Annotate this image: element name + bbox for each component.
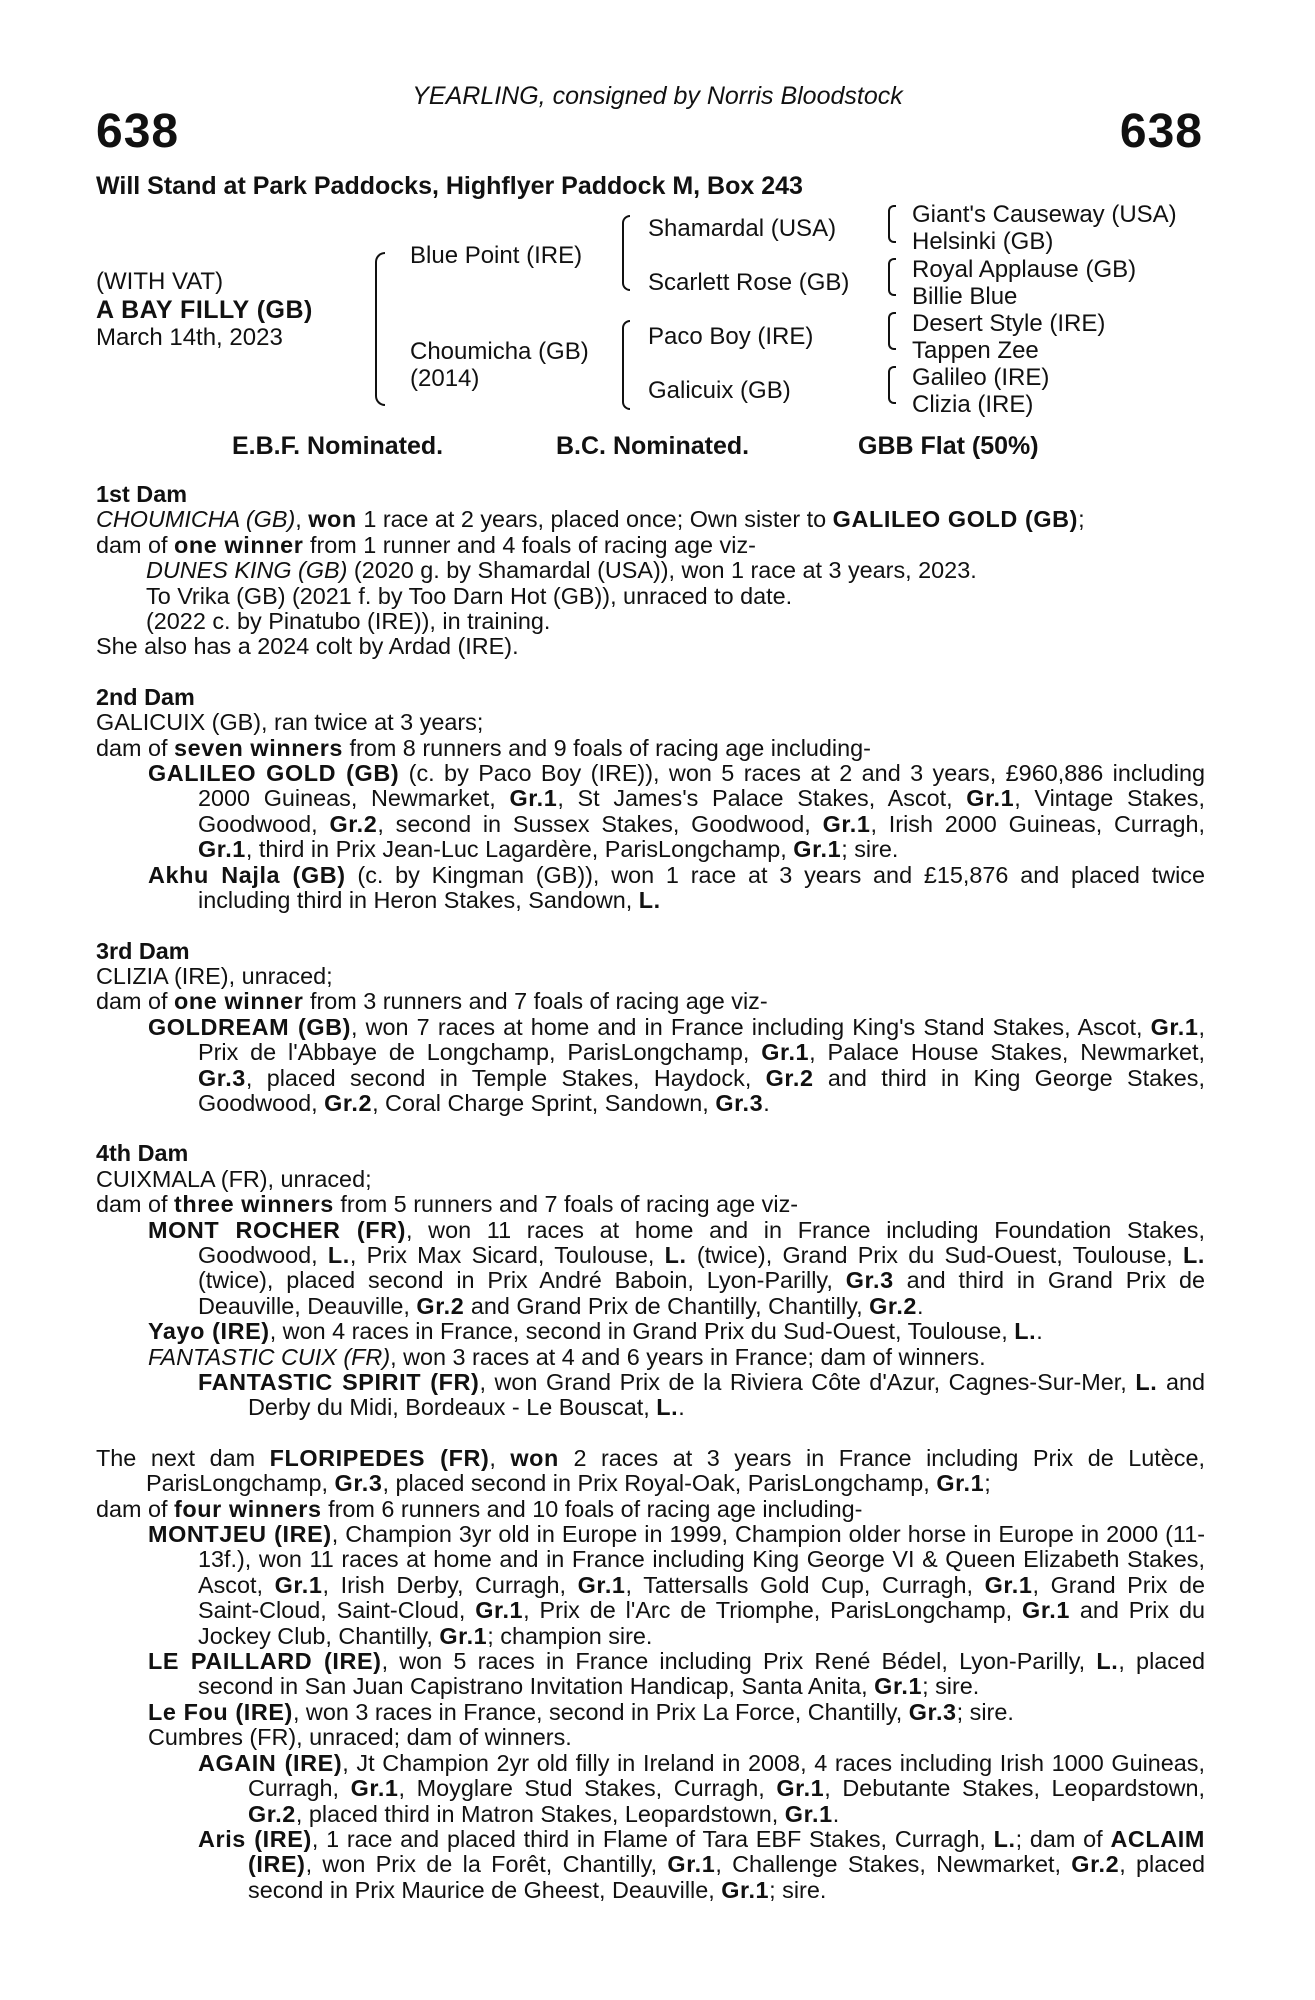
produce-entry: (2022 c. by Pinatubo (IRE)), in training.	[146, 608, 551, 635]
section-heading: 4th Dam	[96, 1140, 189, 1167]
second-dam-section: 2nd Dam GALICUIX (GB), ran twice at 3 years; dam of seven winners from 8 runners and 9 foals of racing age including- GALILEO GOLD (GB) (c. by Paco Boy (IRE)), won 5 races at 2 and 3 years, £960,886 including 2000 Guineas, Newmarket, Gr.1, St James's Palace Stakes, Ascot, Gr.1, Vintage Stakes, Goodwood, Gr.2, second in Sussex Stakes, Goodwood, Gr.1, Irish 2000 Guineas, Curragh, Gr.1, third in Prix Jean-Luc Lagardère, ParisLongchamp, Gr.1; sire. Akhu Najla (GB) (c. by Kingman (GB)), won 1 race at 3 years and £15,876 and placed twice including third in Heron Stakes, Sandown, L.	[96, 683, 1206, 914]
pedigree-gen3-5: Desert Style (IRE)	[912, 310, 1106, 337]
pedigree-dam: Choumicha (GB)	[410, 338, 589, 365]
produce-entry: GALILEO GOLD (GB) (c. by Paco Boy (IRE)), won 5 races at 2 and 3 years, £960,886 including 2000 Guineas, Newmarket, Gr.1, St James's Palace Stakes, Ascot, Gr.1, Vintage Stakes, Goodwood, Gr.2, second in Sussex Stakes, Goodwood, Gr.1, Irish 2000 Guineas, Curragh, Gr.1, third in Prix Jean-Luc Lagardère, ParisLongchamp, Gr.1; sire.	[148, 760, 1206, 863]
pedigree-dam-dam: Galicuix (GB)	[648, 377, 791, 404]
brace-ds	[888, 312, 896, 350]
pedigree-gen3-2: Helsinki (GB)	[912, 228, 1054, 255]
third-dam-section: 3rd Dam CLIZIA (IRE), unraced; dam of one winner from 3 runners and 7 foals of racing age viz- GOLDREAM (GB), won 7 races at home and in France including King's Stand Stakes, Ascot, Gr.1, Prix de l'Abbaye de Longchamp, ParisLongchamp, Gr.1, Palace House Stakes, Newmarket, Gr.3, placed second in Temple Stakes, Haydock, Gr.2 and third in King George Stakes, Goodwood, Gr.2, Coral Charge Sprint, Sandown, Gr.3.	[96, 937, 1205, 1116]
pedigree-sire-sire: Shamardal (USA)	[648, 215, 837, 242]
produce-note: She also has a 2024 colt by Ardad (IRE).	[96, 633, 519, 660]
consignment-line: YEARLING, consigned by Norris Bloodstock	[412, 82, 903, 110]
brace-ss	[888, 205, 896, 243]
produce-entry: MONTJEU (IRE), Champion 3yr old in Europe in 1999, Champion older horse in Europe in 2000 (11-13f.), won 11 races at home and in France including King George VI & Queen Elizabeth Stakes, Ascot, Gr.1, Irish Derby, Curragh, Gr.1, Tattersalls Gold Cup, Curragh, Gr.1, Grand Prix de Saint-Cloud, Saint-Cloud, Gr.1, Prix de l'Arc de Triomphe, ParisLongchamp, Gr.1 and Prix du Jockey Club, Chantilly, Gr.1; champion sire.	[148, 1521, 1206, 1649]
brace-main	[375, 252, 385, 406]
produce-entry: GOLDREAM (GB), won 7 races at home and in France including King's Stand Stakes, Ascot, Gr.1, Prix de l'Abbaye de Longchamp, ParisLongchamp, Gr.1, Palace House Stakes, Newmarket, Gr.3, placed second in Temple Stakes, Haydock, Gr.2 and third in King George Stakes, Goodwood, Gr.2, Coral Charge Sprint, Sandown, Gr.3.	[148, 1013, 1205, 1116]
sibling-name: GALILEO GOLD (GB)	[832, 506, 1079, 533]
pedigree-dam-year: (2014)	[410, 365, 480, 392]
pedigree-gen3-8: Clizia (IRE)	[912, 391, 1034, 418]
dam-name: CHOUMICHA (GB)	[96, 506, 296, 533]
bc-nomination: B.C. Nominated.	[556, 432, 750, 460]
first-dam-section: 1st Dam CHOUMICHA (GB), won 1 race at 2 years, placed once; Own sister to GALILEO GOLD (GB); dam of one winner from 1 runner and 4 foals of racing age viz- DUNES KING (GB) (2020 g. by Shamardal (USA)), won 1 race at 3 years, 2023. To Vrika (GB) (2021 f. by Too Darn Hot (GB)), unraced to date. (2022 c. by Pinatubo (IRE)), in training. She also has a 2024 colt by Ardad (IRE).	[96, 482, 1205, 660]
produce-entry: DUNES KING (GB) (2020 g. by Shamardal (USA)), won 1 race at 3 years, 2023.	[146, 557, 977, 584]
pedigree-sire: Blue Point (IRE)	[410, 242, 583, 269]
produce-entry: Akhu Najla (GB) (c. by Kingman (GB)), won 1 race at 3 years and £15,876 and placed twice including third in Heron Stakes, Sandown, L.	[148, 861, 1206, 914]
produce-entry: Yayo (IRE), won 4 races in France, second in Grand Prix du Sud-Ouest, Toulouse, L..	[148, 1318, 1043, 1345]
brace-sd	[888, 258, 896, 296]
pedigree-dam-sire: Paco Boy (IRE)	[648, 323, 814, 350]
pedigree-gen3-1: Giant's Causeway (USA)	[912, 201, 1177, 228]
fourth-dam-section: 4th Dam CUIXMALA (FR), unraced; dam of three winners from 5 runners and 7 foals of racing age viz- MONT ROCHER (FR), won 11 races at home and in France including Foundation Stakes, Goodwood, L., Prix Max Sicard, Toulouse, L. (twice), Grand Prix du Sud-Ouest, Toulouse, L. (twice), placed second in Prix André Baboin, Lyon-Parilly, Gr.3 and third in Grand Prix de Deauville, Deauville, Gr.2 and Grand Prix de Chantilly, Chantilly, Gr.2. Yayo (IRE), won 4 races in France, second in Grand Prix du Sud-Ouest, Toulouse, L.. FANTASTIC CUIX (FR), won 3 races at 4 and 6 years in France; dam of winners. FANTASTIC SPIRIT (FR), won Grand Prix de la Riviera Côte d'Azur, Cagnes-Sur-Mer, L. and Derby du Midi, Bordeaux - Le Bouscat, L..	[96, 1140, 1206, 1421]
pedigree-gen3-3: Royal Applause (GB)	[912, 256, 1137, 283]
lot-title: A BAY FILLY (GB)	[96, 296, 313, 324]
ebf-nomination: E.B.F. Nominated.	[232, 432, 444, 460]
vat-note: (WITH VAT)	[96, 268, 224, 295]
lot-number-right: 638	[1119, 105, 1203, 158]
next-dam-section: The next dam FLORIPEDES (FR), won 2 races at 3 years in France including Prix de Lutèce, ParisLongchamp, Gr.3, placed second in Prix Royal-Oak, ParisLongchamp, Gr.1; dam of four winners from 6 runners and 10 foals of racing age including- MONTJEU (IRE), Champion 3yr old in Europe in 1999, Champion older horse in Europe in 2000 (11-13f.), won 11 races at home and in France including King George VI & Queen Elizabeth Stakes, Ascot, Gr.1, Irish Derby, Curragh, Gr.1, Tattersalls Gold Cup, Curragh, Gr.1, Grand Prix de Saint-Cloud, Saint-Cloud, Gr.1, Prix de l'Arc de Triomphe, ParisLongchamp, Gr.1 and Prix du Jockey Club, Chantilly, Gr.1; champion sire. LE PAILLARD (IRE), won 5 races in France including Prix René Bédel, Lyon-Parilly, L., placed second in San Juan Capistrano Invitation Handicap, Santa Anita, Gr.1; sire. Le Fou (IRE), won 3 races in France, second in Prix La Force, Chantilly, Gr.3; sire. Cumbres (FR), unraced; dam of winners. AGAIN (IRE), Jt Champion 2yr old filly in Ireland in 2008, 4 races including Irish 1000 Guineas, Curragh, Gr.1, Moyglare Stud Stakes, Curragh, Gr.1, Debutante Stakes, Leopardstown, Gr.2, placed third in Matron Stakes, Leopardstown, Gr.1. Aris (IRE), 1 race and placed third in Flame of Tara EBF Stakes, Curragh, L.; dam of ACLAIM (IRE), won Prix de la Forêt, Chantilly, Gr.1, Challenge Stakes, Newmarket, Gr.2, placed second in Prix Maurice de Gheest, Deauville, Gr.1; sire.	[96, 1444, 1206, 1903]
pedigree-gen3-7: Galileo (IRE)	[912, 364, 1050, 391]
produce-entry: AGAIN (IRE), Jt Champion 2yr old filly in Ireland in 2008, 4 races including Irish 1000 Guineas, Curragh, Gr.1, Moyglare Stud Stakes, Curragh, Gr.1, Debutante Stakes, Leopardstown, Gr.2, placed third in Matron Stakes, Leopardstown, Gr.1.	[198, 1749, 1205, 1827]
foaling-date: March 14th, 2023	[96, 324, 283, 351]
produce-entry: FANTASTIC CUIX (FR), won 3 races at 4 and 6 years in France; dam of winners.	[148, 1343, 986, 1370]
section-heading: 3rd Dam	[96, 937, 190, 964]
produce-entry: MONT ROCHER (FR), won 11 races at home and in France including Foundation Stakes, Goodwood, L., Prix Max Sicard, Toulouse, L. (twice), Grand Prix du Sud-Ouest, Toulouse, L. (twice), placed second in Prix André Baboin, Lyon-Parilly, Gr.3 and third in Grand Prix de Deauville, Deauville, Gr.2 and Grand Prix de Chantilly, Chantilly, Gr.2.	[148, 1216, 1206, 1319]
produce-entry: LE PAILLARD (IRE), won 5 races in France including Prix René Bédel, Lyon-Parilly, L., placed second in San Juan Capistrano Invitation Handicap, Santa Anita, Gr.1; sire.	[148, 1648, 1205, 1700]
section-heading: 1st Dam	[96, 481, 188, 507]
brace-dd	[888, 366, 896, 404]
produce-entry: FANTASTIC SPIRIT (FR), won Grand Prix de la Riviera Côte d'Azur, Cagnes-Sur-Mer, L. and Derby du Midi, Bordeaux - Le Bouscat, L..	[198, 1369, 1205, 1421]
pedigree-sire-dam: Scarlett Rose (GB)	[648, 269, 850, 296]
produce-entry: Cumbres (FR), unraced; dam of winners.	[148, 1724, 572, 1751]
produce-entry: To Vrika (GB) (2021 f. by Too Darn Hot (GB)), unraced to date.	[146, 582, 793, 609]
produce-entry: Le Fou (IRE), won 3 races in France, second in Prix La Force, Chantilly, Gr.3; sire.	[148, 1698, 1014, 1725]
gbb-flat: GBB Flat (50%)	[858, 432, 1039, 460]
produce-entry: Aris (IRE), 1 race and placed third in Flame of Tara EBF Stakes, Curragh, L.; dam of ACLAIM (IRE), won Prix de la Forêt, Chantilly, Gr.1, Challenge Stakes, Newmarket, Gr.2, placed second in Prix Maurice de Gheest, Deauville, Gr.1; sire.	[198, 1825, 1205, 1903]
catalogue-body	[96, 482, 1205, 1903]
brace-dam	[622, 320, 630, 410]
lot-number-left: 638	[96, 105, 180, 158]
brace-sire	[622, 215, 630, 291]
section-heading: 2nd Dam	[96, 683, 195, 710]
pedigree-gen3-6: Tappen Zee	[912, 337, 1039, 364]
pedigree-gen3-4: Billie Blue	[912, 283, 1018, 310]
stabling-location: Will Stand at Park Paddocks, Highflyer Paddock M, Box 243	[96, 172, 803, 200]
